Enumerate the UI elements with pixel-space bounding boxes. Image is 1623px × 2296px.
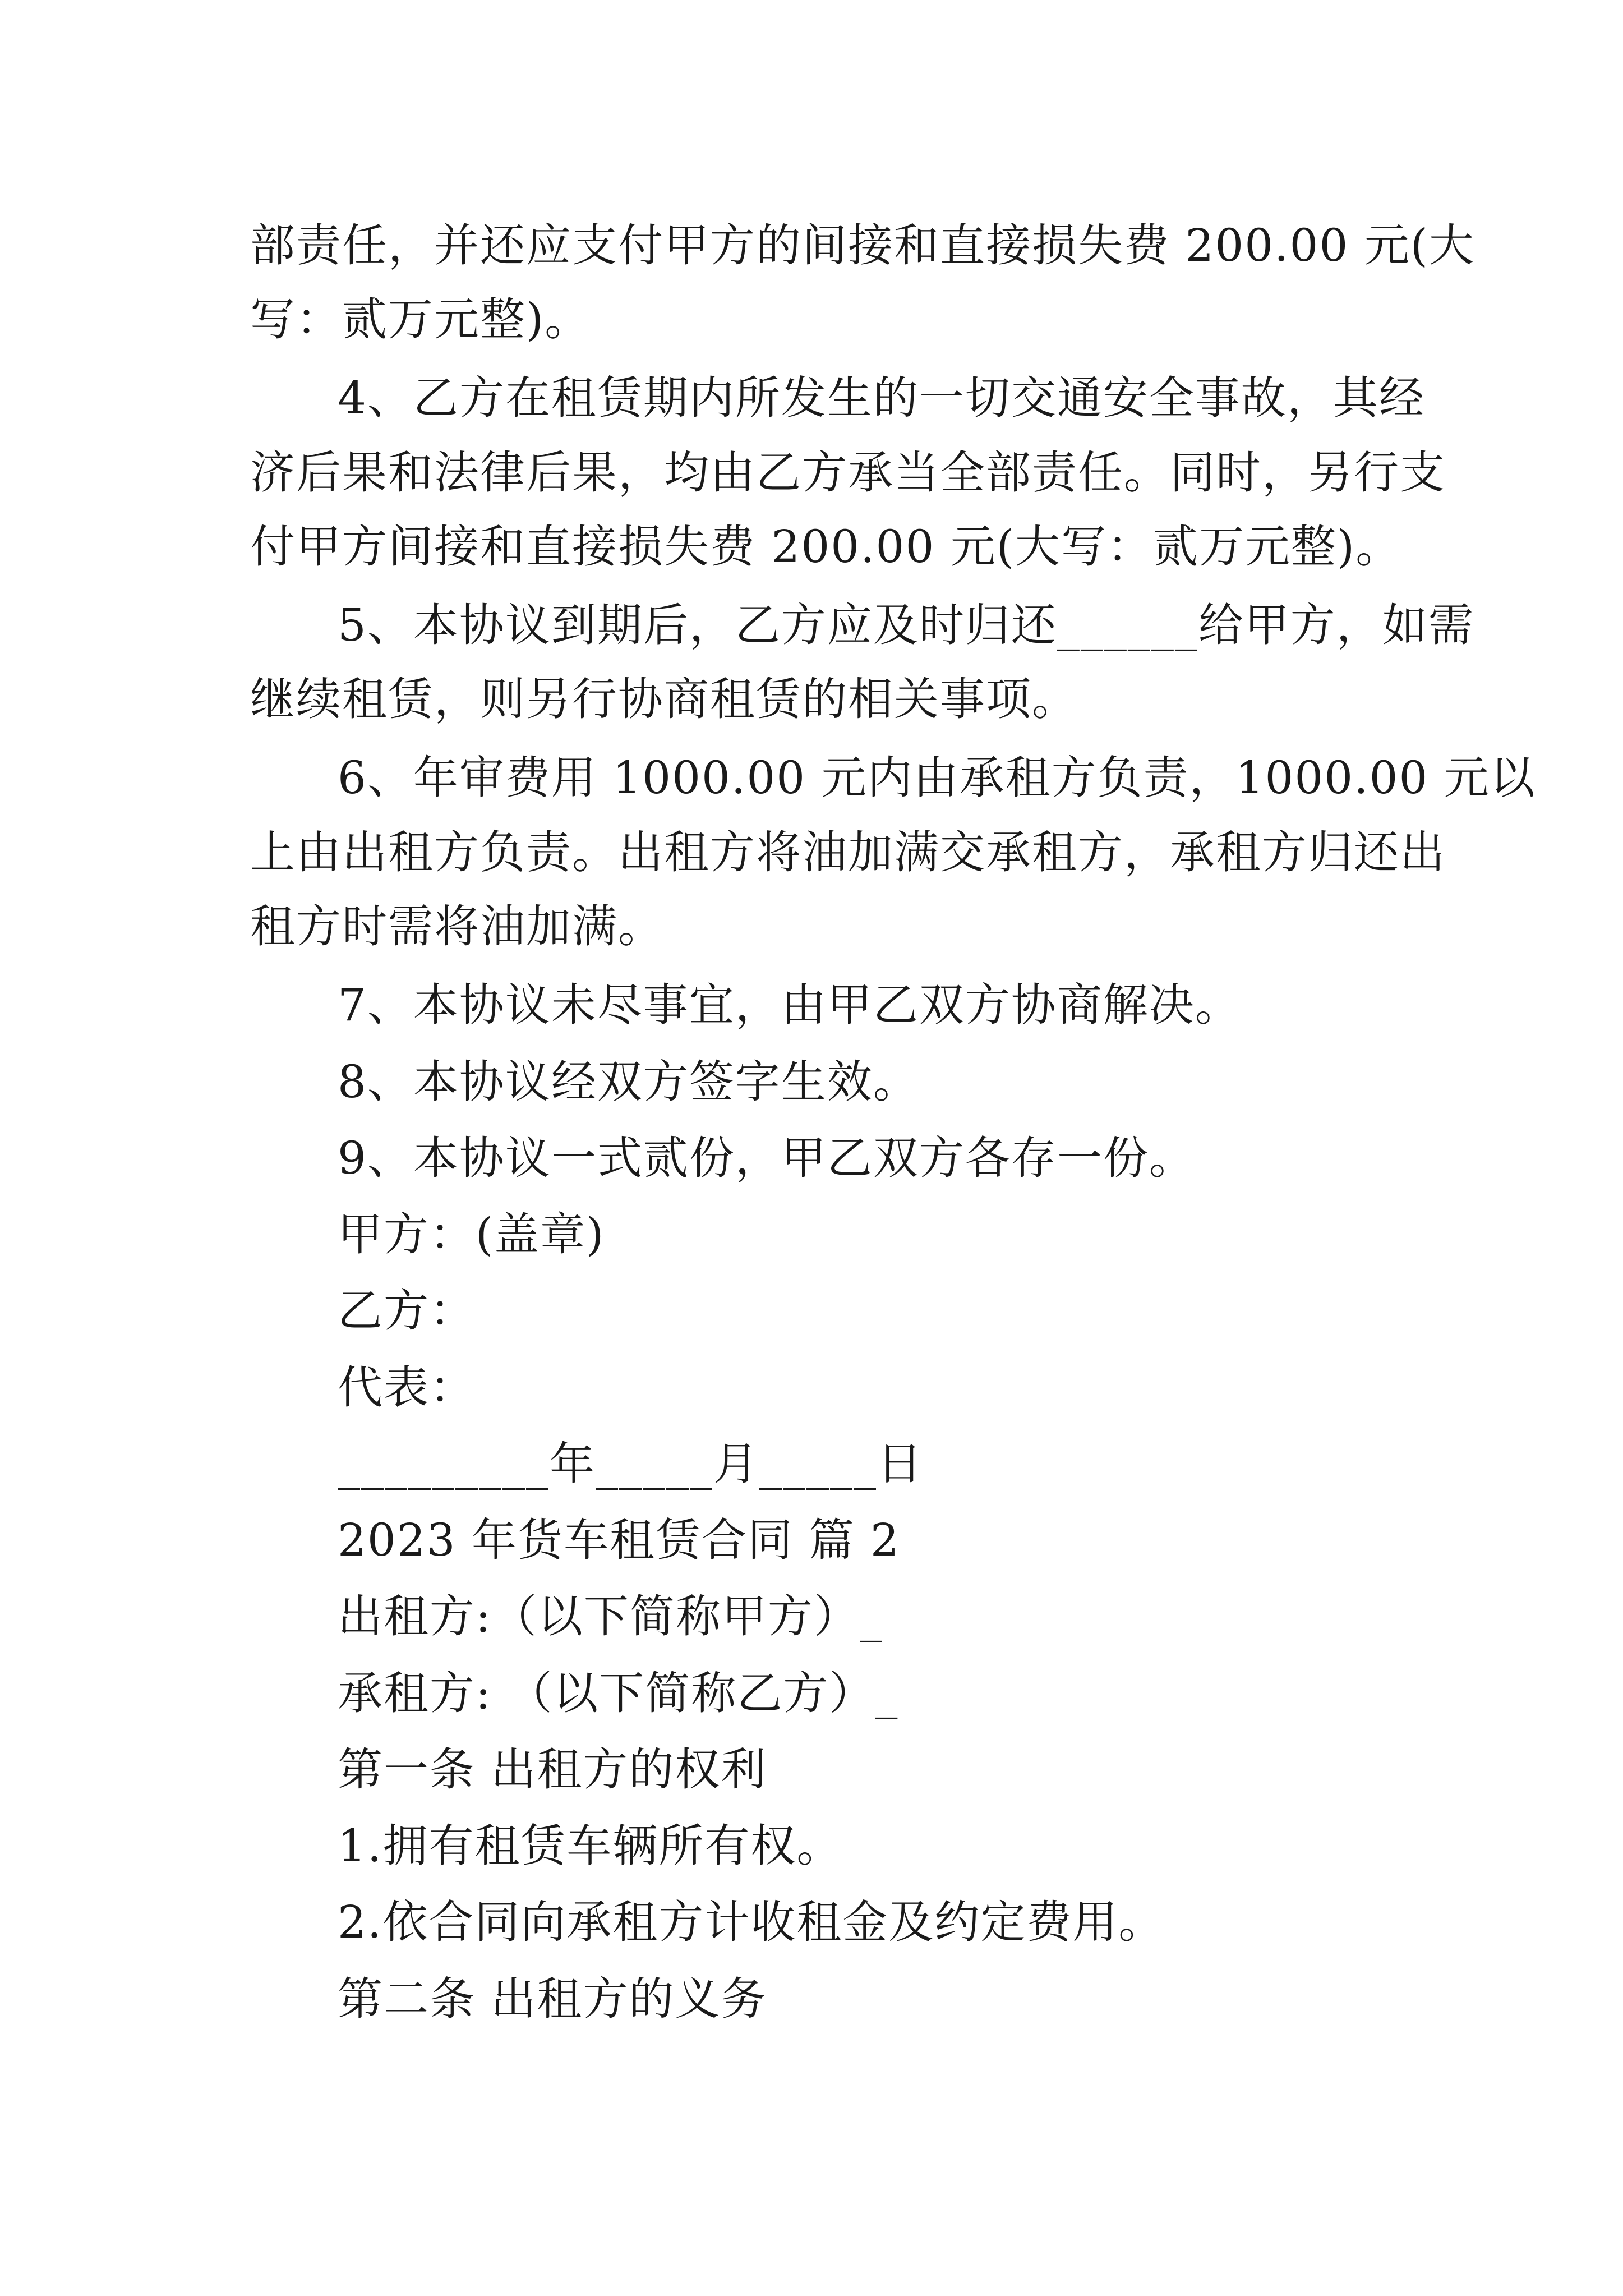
paragraph-line: 继续租赁，则另行协商租赁的相关事项。	[250, 673, 1078, 725]
signature-party-a: 甲方：(盖章)	[338, 1208, 605, 1260]
article-heading: 第一条 出租方的权利	[338, 1743, 767, 1796]
paragraph-line: 付甲方间接和直接损失费 200.00 元(大写：贰万元整)。	[250, 521, 1402, 573]
paragraph-line: 9、本协议一式贰份，甲乙双方各存一份。	[338, 1132, 1195, 1184]
lessee-line: 承租方: （以下简称乙方）_	[338, 1667, 899, 1719]
article-heading: 第二条 出租方的义务	[338, 1973, 767, 2025]
paragraph-line: 7、本协议未尽事宜，由甲乙双方协商解决。	[338, 979, 1241, 1031]
paragraph-line: 租方时需将油加满。	[250, 900, 664, 953]
paragraph-line: 8、本协议经双方签字生效。	[338, 1056, 919, 1108]
signature-date: _________年_____月_____日	[338, 1438, 923, 1490]
paragraph-line: 部责任，并还应支付甲方的间接和直接损失费 200.00 元(大	[250, 219, 1475, 272]
signature-party-b: 乙方：	[338, 1285, 476, 1337]
paragraph-line: 4、乙方在租赁期内所发生的一切交通安全事故，其经	[338, 372, 1425, 424]
paragraph-line: 5、本协议到期后，乙方应及时归还______给甲方，如需	[338, 599, 1474, 651]
paragraph-line: 写：贰万元整)。	[250, 293, 591, 346]
signature-representative: 代表：	[338, 1361, 476, 1414]
clause-line: 2.依合同向承租方计收租金及约定费用。	[338, 1896, 1165, 1948]
lessor-line: 出租方:（以下简称甲方）_	[338, 1590, 883, 1642]
clause-line: 1.拥有租赁车辆所有权。	[338, 1820, 843, 1872]
section-title: 2023 年货车租赁合同 篇 2	[338, 1514, 900, 1566]
paragraph-line: 济后果和法律后果，均由乙方承当全部责任。同时，另行支	[250, 447, 1446, 499]
paragraph-line: 6、年审费用 1000.00 元内由承租方负责，1000.00 元以	[338, 752, 1536, 804]
paragraph-line: 上由出租方负责。出租方将油加满交承租方，承租方归还出	[250, 826, 1446, 878]
